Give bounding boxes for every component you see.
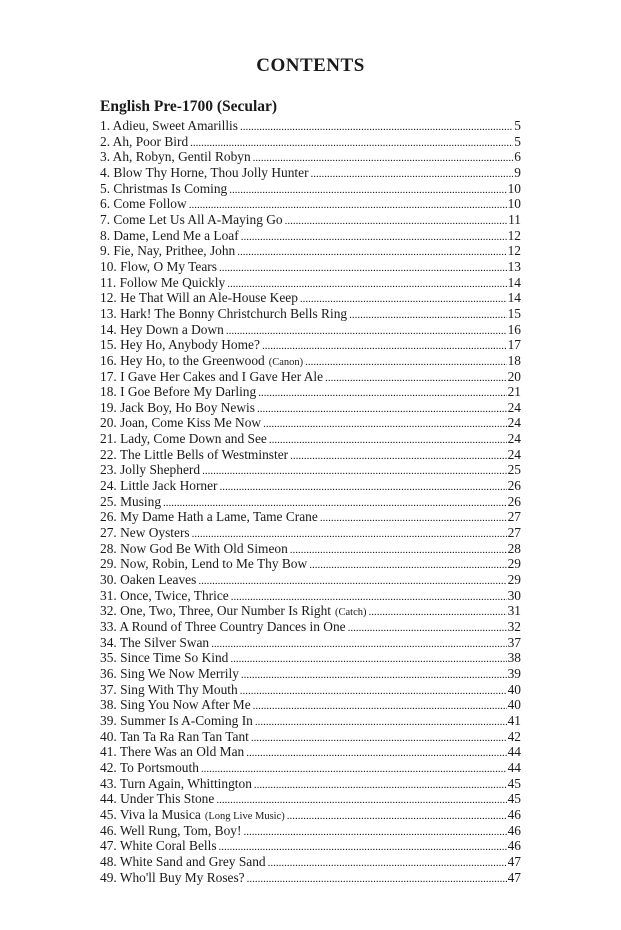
dot-leader [290,447,507,463]
section-heading: English Pre-1700 (Secular) [100,98,278,115]
toc-entry [100,729,521,745]
toc-entry-title [100,744,244,760]
toc-entry-title [100,290,298,306]
toc-entry-title [100,588,229,604]
toc-entry-page: 46 [507,806,521,822]
toc-entry [100,509,521,525]
toc-entry [100,462,521,478]
toc-entry-title-text: 19. Jack Boy, Ho Boy Newis [100,399,255,415]
toc-entry [100,134,521,150]
toc-entry-page: 5 [514,118,521,133]
toc-entry [100,243,521,259]
dot-leader [325,369,507,385]
toc-entry [100,290,521,306]
toc-entry-page: 10 [507,196,521,212]
toc-entry [100,635,521,651]
toc-entry-title [100,196,187,212]
toc-entry-page: 29 [507,572,521,588]
toc-entry-page: 13 [507,258,521,274]
toc-entry-page: 10 [507,180,521,196]
toc-entry-title [100,556,307,572]
dot-leader [241,228,507,244]
toc-entry-page: 37 [507,634,521,650]
toc-entry-title-text: 14. Hey Down a Down [100,321,224,337]
toc-entry-title-text: 44. Under This Stone [100,791,215,807]
toc-entry [100,603,521,619]
dot-leader [290,541,507,557]
toc-entry-title [100,854,266,870]
toc-entry [100,776,521,792]
dot-leader [240,118,513,134]
toc-entry-page: 47 [507,853,521,869]
toc-entry [100,415,521,431]
dot-leader [349,306,507,322]
toc-entry-title-text: 5. Christmas Is Coming [100,180,228,196]
toc-entry [100,384,521,400]
toc-entry-title [100,791,214,807]
toc-entry-title [100,509,318,525]
toc-entry-title-text: 4. Blow Thy Horne, Thou Jolly Hunter [100,164,309,180]
toc-entry [100,494,521,510]
dot-leader [309,556,506,572]
toc-entry [100,259,521,275]
toc-entry [100,791,521,807]
toc-entry-page: 30 [507,587,521,603]
dot-leader [198,572,506,588]
toc-entry-title-text: 42. To Portsmouth [100,759,199,775]
toc-entry-page: 15 [507,305,521,321]
toc-entry-title [100,619,346,635]
dot-leader [243,823,506,839]
toc-entry [100,682,521,698]
dot-leader [230,650,506,666]
toc-entry-title [100,494,161,510]
dot-leader [202,462,507,478]
toc-entry-page: 24 [507,399,521,415]
toc-entry-title [100,838,217,854]
dot-leader [231,588,507,604]
dot-leader [300,290,507,306]
toc-entry [100,744,521,760]
toc-entry-title [100,603,367,619]
toc-entry-note: (Long Live Music) [204,810,285,822]
toc-entry-title-text: 47. White Coral Bells [100,838,217,854]
dot-leader [246,744,506,760]
toc-entry-title [100,149,251,165]
toc-entry-title-text: 12. He That Will an Ale-House Keep [100,290,298,306]
dot-leader [305,353,506,369]
toc-entry-title-text: 11. Follow Me Quickly [100,274,226,290]
toc-entry-page: 32 [507,619,521,634]
toc-entry-page: 16 [507,321,521,337]
toc-entry-page: 21 [507,384,521,400]
toc-entry [100,228,521,244]
toc-entry-title [100,243,235,259]
toc-entry [100,854,521,870]
toc-entry-title [100,228,239,244]
toc-entry [100,823,521,839]
toc-entry [100,447,521,463]
toc-entry-title-text: 10. Flow, O My Tears [100,258,217,274]
dot-leader [229,181,506,197]
dot-leader [269,431,507,447]
toc-entry-page: 9 [514,164,521,180]
dot-leader [257,400,507,416]
dot-leader [241,666,507,682]
toc-entry-page: 31 [507,603,521,619]
toc-entry-page: 14 [507,290,521,306]
dot-leader [369,603,507,619]
toc-entry-page: 47 [507,869,521,885]
toc-entry-title [100,462,200,478]
toc-entry [100,196,521,212]
toc-entry-page: 40 [507,681,521,697]
toc-entry-title-text: 23. Jolly Shepherd [100,462,201,478]
toc-entry-title [100,212,283,228]
toc-entry-title [100,306,347,322]
toc-entry-page: 26 [507,493,521,509]
toc-entry-title [100,118,238,134]
toc-entry-title [100,415,261,431]
dot-leader [247,870,507,886]
toc-entry-title-text: 31. Once, Twice, Thrice [100,587,229,603]
dot-leader [348,619,507,635]
toc-entry-page: 45 [507,791,521,807]
dot-leader [311,165,514,181]
toc-entry-title [100,353,303,369]
toc-entry-title [100,807,285,823]
toc-entry-page: 28 [507,540,521,556]
toc-entry-title-text: 24. Little Jack Horner [100,478,218,494]
toc-entry [100,149,521,165]
toc-entry-title-text: 49. Who'll Buy My Roses? [100,869,245,885]
toc-entry-page: 6 [514,149,521,165]
toc-entry [100,353,521,369]
toc-entry-title [100,666,239,682]
toc-entry-title-text: 9. Fie, Nay, Prithee, John [100,243,236,259]
toc-entry-note: (Catch) [335,607,367,619]
toc-entry-title [100,713,253,729]
toc-entry-title-text: 6. Come Follow [100,196,187,212]
dot-leader [190,134,513,150]
toc-entry [100,572,521,588]
toc-entry-title-text: 26. My Dame Hath a Lame, Tame Crane [100,509,318,525]
toc-entry-page: 42 [507,728,521,744]
toc-entry-title-text: 40. Tan Ta Ra Ran Tan Tant [100,728,249,744]
toc-entry-page: 20 [507,368,521,384]
dot-leader [268,854,507,870]
toc-entry [100,650,521,666]
toc-entry-title-text: 20. Joan, Come Kiss Me Now [100,415,262,431]
toc-entry-title [100,870,245,886]
toc-entry-title-text: 33. A Round of Three Country Dances in One [100,619,346,634]
toc-entry-title-text: 7. Come Let Us All A-Maying Go [100,211,283,227]
toc-entry [100,697,521,713]
dot-leader [211,635,507,651]
dot-leader [285,212,507,228]
toc-entry-title-text: 30. Oaken Leaves [100,572,197,588]
dot-leader [251,729,507,745]
toc-entry-page: 39 [507,665,521,681]
toc-entry-title [100,447,288,463]
toc-entry [100,588,521,604]
toc-entry-title [100,697,251,713]
toc-entry-title-text: 16. Hey Ho, to the Greenwood [100,352,265,368]
toc-entry-page: 12 [507,243,521,259]
toc-entry-page: 44 [507,744,521,760]
dot-leader [262,337,507,353]
dot-leader [219,259,507,275]
dot-leader [237,243,506,259]
toc-entry [100,556,521,572]
toc-entry-title [100,650,228,666]
toc-entry-title [100,165,309,181]
toc-entry-title [100,322,224,338]
toc-entry-title [100,525,190,541]
toc-entry-title [100,275,225,291]
toc-entry-page: 11 [508,211,521,227]
toc-entry-title [100,572,196,588]
toc-entry [100,322,521,338]
dot-leader [240,682,507,698]
toc-entry [100,118,521,134]
toc-entry-title-text: 46. Well Rung, Tom, Boy! [100,822,242,838]
toc-entry-title-text: 36. Sing We Now Merrily [100,665,239,681]
toc-entry [100,400,521,416]
toc-entry-page: 45 [507,775,521,791]
toc-entry-title-text: 22. The Little Bells of Westminster [100,446,289,462]
toc-entry [100,431,521,447]
toc-entry-title [100,823,241,839]
toc-entry [100,838,521,854]
dot-leader [163,494,507,510]
toc-entry-title-text: 27. New Oysters [100,525,190,541]
dot-leader [253,697,507,713]
toc-entry-title-text: 45. Viva la Musica [100,806,201,822]
toc-entry-title [100,729,249,745]
toc-entry-title [100,181,227,197]
dot-leader [258,384,506,400]
dot-leader [189,196,507,212]
toc-entry-title [100,400,255,416]
toc-entry [100,713,521,729]
toc-entry-title-text: 1. Adieu, Sweet Amarillis [100,118,238,133]
toc-entry-page: 24 [507,431,521,447]
dot-leader [254,776,507,792]
toc-entry-page: 26 [507,478,521,494]
toc-entry-page: 25 [507,462,521,478]
toc-entry-title-text: 38. Sing You Now After Me [100,697,251,713]
toc-entry-title [100,682,238,698]
page-title: CONTENTS [256,55,365,76]
toc-entry-title-text: 8. Dame, Lend Me a Loaf [100,227,239,243]
toc-entry-title [100,760,199,776]
dot-leader [255,713,507,729]
toc-entry-page: 24 [507,415,521,431]
toc-entry-title-text: 13. Hark! The Bonny Christchurch Bells Ring [100,305,348,321]
toc-entry [100,306,521,322]
toc-entry-page: 14 [507,274,521,290]
toc-entry-title-text: 35. Since Time So Kind [100,650,229,666]
toc-entry-title-text: 21. Lady, Come Down and See [100,431,267,447]
toc-entry-page: 27 [507,525,521,541]
toc-entry [100,619,521,635]
toc-entry-title [100,541,288,557]
toc-entry [100,275,521,291]
toc-entry-title-text: 37. Sing With Thy Mouth [100,681,238,697]
toc-entry-title-text: 48. White Sand and Grey Sand [100,853,266,869]
toc-entry [100,760,521,776]
toc-entry [100,525,521,541]
toc-entry-page: 12 [507,227,521,243]
toc-entry-title [100,478,218,494]
dot-leader [263,415,507,431]
toc-entry-title [100,635,209,651]
toc-entry-page: 46 [507,822,521,838]
toc-entry [100,478,521,494]
dot-leader [219,838,507,854]
toc-list [100,118,521,885]
dot-leader [216,791,506,807]
toc-entry-title [100,369,323,385]
toc-entry-title-text: 34. The Silver Swan [100,634,210,650]
toc-entry-page: 5 [514,133,521,149]
toc-entry-title-text: 41. There Was an Old Man [100,744,245,760]
toc-entry-title-text: 32. One, Two, Three, Our Number Is Right [100,603,332,619]
toc-entry [100,212,521,228]
dot-leader [227,275,506,291]
toc-entry-page: 29 [507,556,521,572]
toc-entry-title [100,337,260,353]
toc-entry-title-text: 18. I Goe Before My Darling [100,384,257,400]
toc-entry [100,807,521,823]
toc-entry-title [100,384,256,400]
toc-entry-title-text: 43. Turn Again, Whittington [100,775,252,791]
toc-entry [100,541,521,557]
toc-entry-title-text: 39. Summer Is A-Coming In [100,712,253,728]
toc-entry-page: 44 [507,759,521,775]
toc-entry-title [100,431,267,447]
toc-entry-title-text: 15. Hey Ho, Anybody Home? [100,337,260,353]
toc-entry [100,181,521,197]
toc-entry-note: (Canon) [268,356,304,368]
toc-entry-page: 24 [507,446,521,462]
dot-leader [253,149,514,165]
toc-entry-page: 46 [507,838,521,854]
toc-entry-title-text: 28. Now God Be With Old Simeon [100,540,288,556]
toc-entry-title-text: 17. I Gave Her Cakes and I Gave Her Ale [100,368,324,384]
toc-entry [100,870,521,886]
toc-entry [100,165,521,181]
dot-leader [201,760,507,776]
toc-entry [100,337,521,353]
toc-entry-page: 38 [507,650,521,666]
toc-entry-page: 27 [507,509,521,525]
dot-leader [220,478,507,494]
toc-entry-page: 41 [507,712,521,728]
dot-leader [320,509,507,525]
toc-entry-page: 18 [507,352,521,368]
toc-entry [100,369,521,385]
toc-entry-title [100,134,188,150]
toc-entry-title-text: 3. Ah, Robyn, Gentil Robyn [100,149,251,165]
toc-entry-title-text: 29. Now, Robin, Lend to Me Thy Bow [100,556,308,572]
toc-entry-title [100,259,217,275]
dot-leader [192,525,507,541]
dot-leader [287,807,507,823]
toc-entry-title [100,776,252,792]
toc-entry-page: 40 [507,697,521,713]
toc-entry-title-text: 25. Musing [100,493,162,509]
dot-leader [226,322,507,338]
toc-entry-page: 17 [507,337,521,353]
toc-entry [100,666,521,682]
toc-entry-title-text: 2. Ah, Poor Bird [100,133,189,149]
